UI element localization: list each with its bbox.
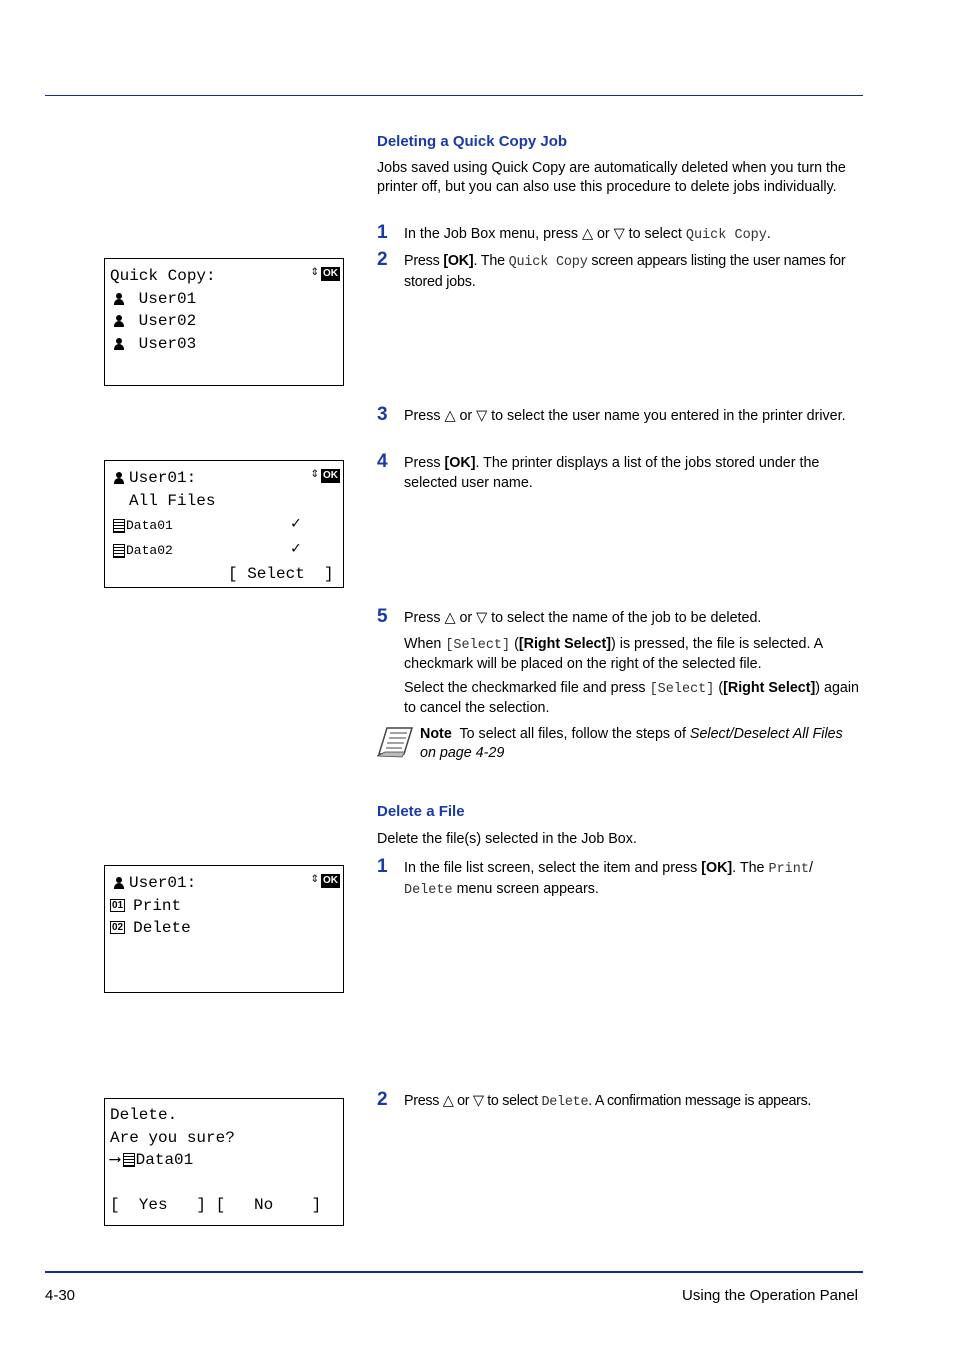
lcd-user-row: User01 — [113, 288, 196, 311]
lcd-menu-item-delete: 02 Delete — [112, 919, 191, 937]
lcd-title: Quick Copy: — [110, 267, 216, 285]
step-number: 4 — [377, 451, 388, 472]
step-text: . — [766, 226, 771, 242]
step-2 — [377, 249, 867, 292]
note-label: Note — [420, 726, 452, 742]
step-mono-text: Quick Copy — [685, 228, 767, 243]
step-text: Press — [404, 253, 444, 269]
lcd-file-line: ⟶ Data01 — [110, 1151, 194, 1169]
lcd-subtitle: All Files — [129, 492, 216, 510]
step-bold-text: [OK] — [444, 455, 476, 471]
checkmark-icon: ✓ — [291, 540, 301, 558]
lcd-menu-item-print: 01 Print — [112, 897, 182, 915]
note-text: Note To select all files, follow the steps of Select/Deselect All Files on page 4-29 — [420, 726, 843, 761]
lcd-line: Are you sure? — [110, 1129, 235, 1147]
document-icon — [123, 1153, 135, 1167]
lcd-line: Delete. — [110, 1106, 178, 1124]
user-icon — [113, 293, 125, 305]
step-text: In the Job Box menu, press △ or ▽ to select — [404, 226, 686, 242]
step-5 — [377, 606, 867, 629]
step-2: 2 Press △ or ▽ to select Delete. A confirmation message is appears. — [377, 1089, 812, 1110]
step-text: Press △ or ▽ to select the name of the job to be deleted. — [404, 610, 762, 626]
section-heading-quick-copy: Deleting a Quick Copy Job — [377, 133, 568, 150]
lcd-quick-copy-screen — [104, 258, 344, 386]
step-text: Press — [404, 455, 445, 471]
step-number: 2 — [377, 1089, 388, 1110]
step-1 — [377, 222, 867, 246]
step-1: 1 In the file list screen, select the item and press [OK]. The Print/ Delete menu screen appears. — [377, 856, 813, 898]
section-heading-delete-file: Delete a File — [377, 803, 465, 820]
navigation-arrows-icon: ⇕ — [310, 264, 319, 280]
step-number: 1 — [377, 222, 388, 243]
lcd-delete-confirmation — [104, 1098, 344, 1226]
section-intro: Jobs saved using Quick Copy are automatically deleted when you turn the printer off, but you can also use this procedure to delete jobs individually. — [377, 160, 846, 195]
step-text: . The — [473, 253, 509, 269]
step-4 — [377, 451, 867, 493]
user-icon — [113, 472, 125, 484]
step-text: . The printer displays a list of the jobs stored under the selected user name. — [404, 455, 820, 491]
lcd-file-row: Data02 — [113, 540, 173, 563]
checkmark-icon: ✓ — [291, 515, 301, 533]
navigation-arrows-icon: ⇕ — [310, 466, 319, 482]
user-icon — [113, 338, 125, 350]
footer-title: Using the Operation Panel — [682, 1287, 858, 1304]
step-5-detail-1: When [Select] ([Right Select]) is pressed, the file is selected. A checkmark will be placed on the right of the selected file. — [404, 636, 823, 672]
step-number: 5 — [377, 606, 388, 627]
section-intro: Delete the file(s) selected in the Job Box. — [377, 831, 637, 847]
step-text: screen appears listing the user names for stored jobs. — [404, 253, 846, 290]
lcd-select-softkey: [ Select ] — [228, 565, 334, 583]
lcd-file-row: Data01 — [113, 515, 173, 538]
step-5-detail-2: Select the checkmarked file and press [Select] ([Right Select]) again to cancel the selection. — [404, 680, 859, 716]
lcd-print-delete-menu — [104, 865, 344, 993]
step-number: 3 — [377, 404, 388, 425]
page-number: 4-30 — [45, 1287, 76, 1304]
lcd-yes-no-softkeys: [ Yes ] [ No ] — [110, 1196, 322, 1214]
step-bold-text: [OK] — [443, 253, 474, 269]
note-icon — [377, 724, 414, 758]
navigation-arrows-icon: ⇕ — [310, 871, 319, 887]
ok-icon: OK — [323, 268, 338, 279]
footer-rule — [45, 1271, 863, 1273]
document-icon — [113, 519, 125, 533]
step-mono-text: Quick Copy — [508, 255, 588, 270]
step-3 — [377, 404, 867, 427]
lcd-title: User01: — [113, 467, 196, 490]
number-badge: 02 — [112, 922, 124, 934]
ok-icon: OK — [323, 875, 338, 886]
number-badge: 01 — [112, 900, 124, 912]
lcd-user-files-screen — [104, 460, 344, 588]
document-icon — [113, 544, 125, 558]
lcd-user-row: User02 — [113, 310, 196, 333]
arrow-icon: ⟶ — [110, 1151, 120, 1169]
header-rule — [45, 95, 863, 96]
step-number: 2 — [377, 249, 388, 270]
user-icon — [113, 877, 125, 889]
user-icon — [113, 315, 125, 327]
ok-icon: OK — [323, 470, 338, 481]
step-text: Press △ or ▽ to select the user name you entered in the printer driver. — [404, 408, 846, 424]
lcd-user-row: User03 — [113, 333, 196, 356]
lcd-title: User01: — [113, 872, 196, 895]
step-number: 1 — [377, 856, 388, 877]
